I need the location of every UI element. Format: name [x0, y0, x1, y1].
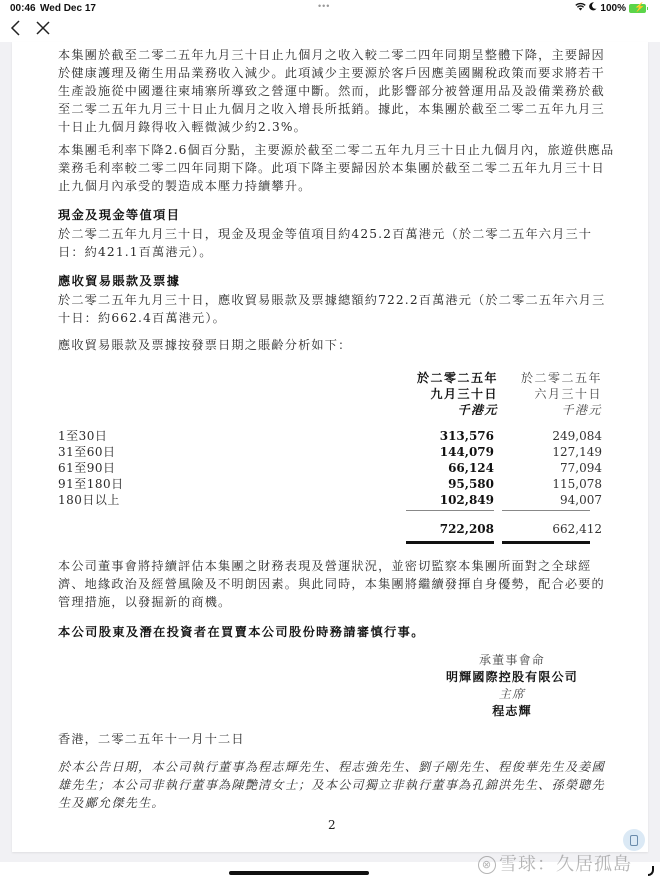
subtotal-rule-current — [406, 510, 494, 511]
row-label: 1至30日 — [58, 429, 108, 443]
multitasking-dots-icon[interactable]: ••• — [318, 1, 331, 11]
row-label: 91至180日 — [58, 477, 124, 491]
row-label: 61至90日 — [58, 461, 116, 475]
column-header-previous-unit: 千港元 — [561, 403, 602, 417]
paragraph-outlook: 本公司董事會將持續評估本集團之財務表現及營運狀況，並密切監察本集團所面對之全球經濟、地緣政治及經營風險及不明朗因素。與此同時，本集團將繼續發揮自身優勢，配合必要的管理措施，以發掘新的商機。 — [58, 559, 605, 609]
row-label: 180日以上 — [58, 493, 120, 507]
heading-cash: 現金及現金等值項目 — [58, 208, 181, 222]
nav-bar — [0, 18, 660, 42]
paragraph-cash: 於二零二五年九月三十日，現金及現金等值項目約425.2百萬港元（於二零二五年六月三十日：約421.1百萬港元）。 — [58, 227, 593, 259]
signature-title: 主席 — [498, 687, 526, 701]
watermark — [478, 850, 632, 876]
heading-receivables: 應收貿易賬款及票據 — [58, 274, 181, 288]
status-date: Wed Dec 17 — [40, 3, 96, 14]
directors-note: 於本公告日期，本公司執行董事為程志輝先生、程志強先生、劉子剛先生、程俊華先生及姜國雄先生；本公司非執行董事為陳艷清女士；及本公司獨立非執行董事為孔錦洪先生、孫榮聰先生及鄺允傑先生。 — [58, 760, 605, 810]
paragraph-aging-intro: 應收貿易賬款及票據按發票日期之賬齡分析如下： — [58, 338, 352, 352]
document-page — [12, 42, 648, 852]
signature-name: 程志輝 — [492, 704, 532, 718]
paragraph-gross-margin: 本集團毛利率下降2.6個百分點，主要源於截至二零二五年九月三十日止九個月內，旅遊供應品業務毛利率較二零二四年同期下降。此項下降主要歸因於本集團於截至二零二五年九月三十日止九個月內承受的製造成本壓力持續攀升。 — [58, 143, 615, 193]
battery-charging-icon: ⚡ — [629, 4, 646, 13]
column-header-current — [392, 370, 498, 418]
signature-by-order: 承董事會命 — [478, 653, 545, 667]
total-rule-current — [406, 541, 494, 544]
status-right — [575, 2, 646, 14]
column-header-previous — [498, 370, 602, 418]
column-header-current-unit: 千港元 — [457, 403, 498, 417]
copy-icon — [630, 835, 638, 846]
subtotal-rule-previous — [502, 510, 590, 511]
column-header-current-line1: 於二零二五年 — [416, 371, 498, 385]
row-label: 31至60日 — [58, 445, 116, 459]
column-header-previous-line1: 於二零二五年 — [520, 371, 602, 385]
cell-previous: 94,007 — [560, 493, 602, 507]
watermark-text: 雪球：久居孤島 — [499, 854, 632, 875]
paragraph-revenue: 本集團於截至二零二五年九月三十日止九個月之收入較二零二四年同期呈整體下降，主要歸因於健康護理及衛生用品業務收入減少。此項減少主要源於客戶因應美國關稅政策而要求將若干生產設施從中國遷往柬埔寨所導致之營運中斷。然而，此影響部分被營運用品及設備業務於截至二零二五年九月三十日止九個月之收入增長所抵銷。據此，本集團於截至二零二五年九月三十日止九個月錄得收入輕微減少約2.3%。 — [58, 48, 605, 134]
total-previous: 662,412 — [552, 522, 602, 536]
page-number: 2 — [328, 818, 336, 832]
paragraph-receivables: 於二零二五年九月三十日，應收貿易賬款及票據總額約722.2百萬港元（於二零二五年六月三十日：約662.4百萬港元）。 — [58, 293, 606, 325]
total-current: 722,208 — [439, 522, 494, 536]
copy-button[interactable] — [623, 829, 645, 851]
total-rule-previous — [502, 541, 590, 544]
cell-previous: 115,078 — [552, 477, 602, 491]
close-button[interactable] — [36, 20, 50, 40]
signature-company: 明輝國際控股有限公司 — [445, 670, 578, 684]
screen-corner — [648, 866, 654, 876]
cell-current: 144,079 — [439, 445, 494, 459]
cell-previous: 77,094 — [560, 461, 602, 475]
battery-percent: 100% — [600, 2, 626, 14]
caution-statement: 本公司股東及潛在投資者在買賣本公司股份時務請審慎行事。 — [58, 625, 425, 639]
back-button[interactable] — [10, 20, 22, 41]
close-icon — [36, 21, 50, 35]
cell-current: 95,580 — [448, 477, 494, 491]
column-header-previous-line2: 六月三十日 — [534, 387, 602, 401]
home-indicator[interactable] — [229, 871, 369, 875]
cell-current: 66,124 — [448, 461, 494, 475]
document-viewer[interactable] — [0, 42, 660, 862]
status-time: 00:46 — [10, 3, 36, 14]
column-header-current-line2: 九月三十日 — [430, 387, 498, 401]
cell-current: 313,576 — [439, 429, 494, 443]
place-date: 香港，二零二五年十一月十二日 — [58, 732, 245, 746]
cell-previous: 127,149 — [552, 445, 602, 459]
cell-current: 102,849 — [439, 493, 494, 507]
cell-previous: 249,084 — [552, 429, 602, 443]
snowball-logo-icon: ⊗ — [478, 856, 496, 874]
chevron-left-icon — [10, 20, 22, 36]
moon-icon — [589, 2, 597, 14]
wifi-icon — [575, 2, 586, 14]
status-bar — [0, 0, 660, 18]
